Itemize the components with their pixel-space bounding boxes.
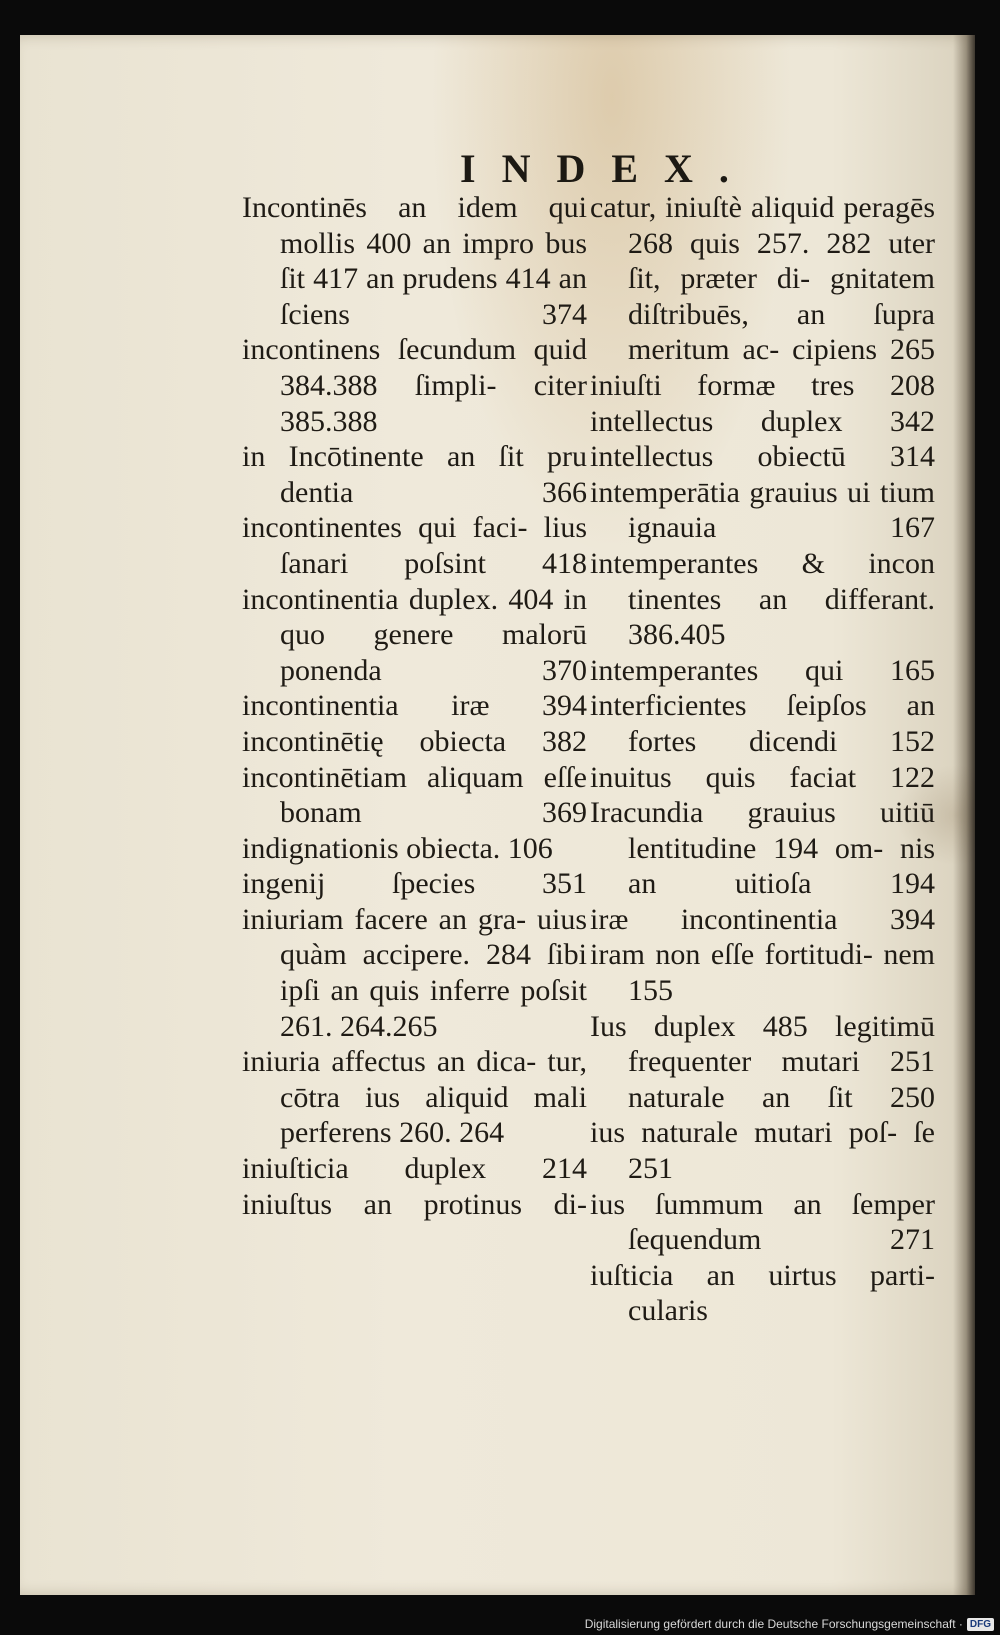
- index-entry: iniuriam facere an gra- uius quàm accipere. 284 ſibi ipſi an quis inferre poſsit 261. 264.265: [242, 902, 587, 1043]
- index-entry: iniuſticia duplex 214: [242, 1152, 587, 1186]
- index-entry: iram non eſſe fortitudi- nem 155: [590, 938, 935, 1008]
- index-entry: indignationis obiecta. 106: [242, 831, 553, 865]
- index-entry: intellectus duplex 342: [590, 404, 935, 438]
- page-edge: [953, 35, 975, 1595]
- index-entry: incontinētię obiecta 382: [242, 724, 587, 758]
- index-entry: Ius duplex 485 legitimū frequenter mutari 251 naturale an ſit 250: [590, 1009, 935, 1114]
- index-entry: ius naturale mutari poſ- ſe 251: [590, 1116, 935, 1186]
- index-entry: catur, iniuſtè aliquid peragēs 268 quis 257. 282 uter ſit, præter di- gnitatem diſtribuēs, an ſupra meritum ac- cipiens 265: [590, 191, 935, 367]
- index-entry: iniuria affectus an dica- tur, cōtra ius aliquid mali perferens 260. 264: [242, 1045, 587, 1150]
- index-entry: intemperantes & incon tinentes an differant. 386.405: [590, 546, 935, 652]
- index-entry: iniuſti formæ tres 208: [590, 368, 935, 402]
- index-entry: ingenij ſpecies 351: [242, 867, 587, 901]
- index-entry: ius ſummum an ſemper ſequendum 271: [590, 1187, 935, 1257]
- page-header: INDEX.: [460, 146, 755, 191]
- dfg-logo: DFG: [967, 1618, 994, 1631]
- index-entry: intemperātia grauius ui tium ignauia 167: [590, 475, 935, 545]
- index-entry: incontinētiam aliquam eſſe bonam 369: [242, 760, 587, 830]
- index-entry: iuſticia an uirtus parti- cularis: [590, 1258, 935, 1328]
- index-entry: interficientes ſeipſos an fortes dicendi 152: [590, 689, 935, 758]
- index-entry: Iracundia grauius uitiū lentitudine 194 om- nis an uitioſa 194: [590, 796, 935, 901]
- index-entry: intellectus obiectū 314: [590, 440, 935, 474]
- index-entry: Incontinēs an idem qui mollis 400 an impro bus ſit 417 an prudens 414 an ſciens 374: [242, 191, 587, 331]
- digitization-credit: [585, 1617, 994, 1631]
- index-column-left: [242, 190, 587, 1222]
- index-entry: incontinentes qui faci- lius ſanari poſsint 418: [242, 511, 587, 580]
- index-entry: incontinens ſecundum quid 384.388 ſimpli- citer 385.388: [242, 333, 587, 438]
- index-entry: in Incōtinente an ſit pru dentia 366: [242, 440, 587, 509]
- book-page: [20, 35, 975, 1595]
- index-entry: intemperantes qui 165: [590, 653, 935, 687]
- index-column-right: [590, 190, 935, 1329]
- index-entry: incontinentia duplex. 404 in quo genere malorū ponenda 370: [242, 582, 587, 687]
- index-entry: iniuſtus an protinus di-: [242, 1187, 587, 1221]
- index-entry: incontinentia iræ 394: [242, 689, 587, 723]
- index-entry: inuitus quis faciat 122: [590, 760, 935, 794]
- credit-text: Digitalisierung gefördert durch die Deutsche Forschungsgemeinschaft ·: [584, 1617, 963, 1631]
- index-entry: iræ incontinentia 394: [590, 902, 935, 936]
